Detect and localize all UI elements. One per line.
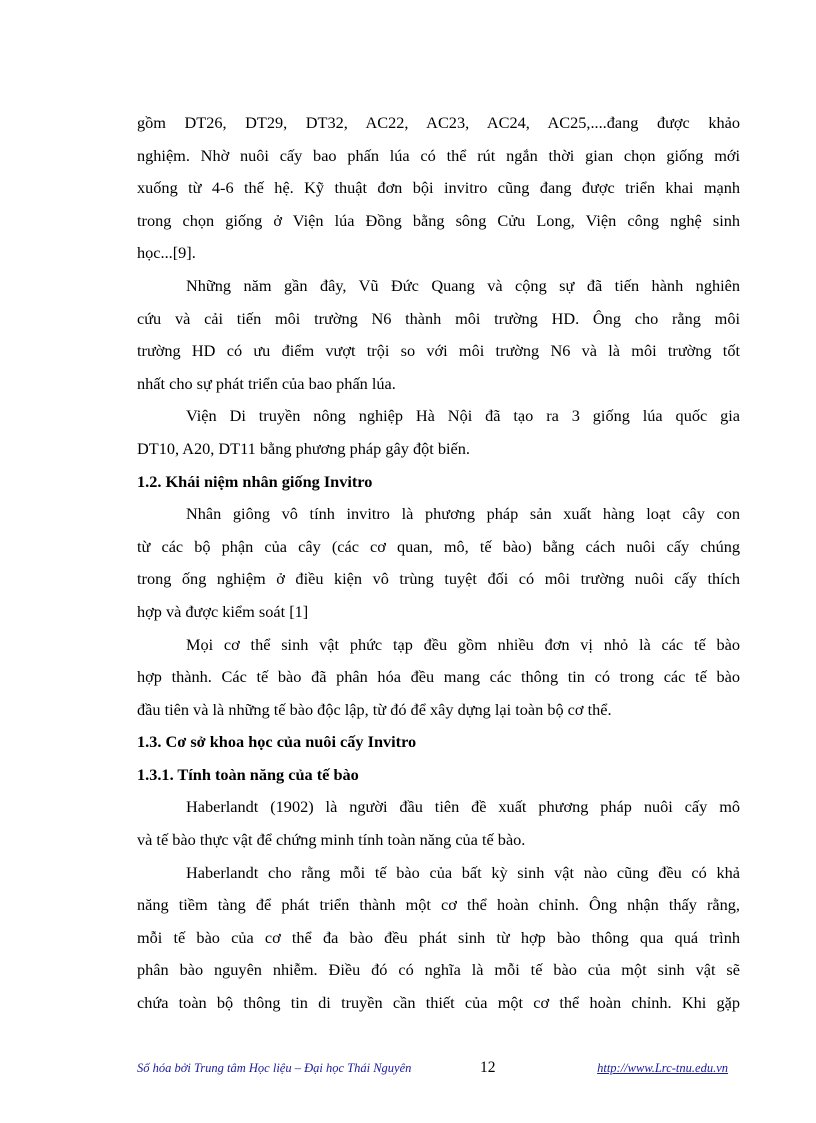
document-body [137, 107, 740, 1020]
paragraph-line: mỗi tế bào của cơ thể đa bào đều phát sinh từ hợp bào thông qua quá trình [137, 927, 740, 947]
paragraph-line: gồm DT26, DT29, DT32, AC22, AC23, AC24, AC25,....đang được khảo [137, 113, 740, 132]
paragraph-line: Mọi cơ thể sinh vật phức tạp đều gồm nhiều đơn vị nhỏ là các tế bào [186, 634, 740, 654]
page-number: 12 [480, 1059, 496, 1076]
paragraph-line: cứu và cải tiến môi trường N6 thành môi trường HD. Ông cho rằng môi [137, 308, 740, 328]
paragraph-line: từ các bộ phận của cây (các cơ quan, mô, tế bào) bằng cách nuôi cấy chúng [137, 536, 740, 556]
section-heading: 1.3. Cơ sở khoa học của nuôi cấy Invitro [137, 732, 417, 752]
paragraph-line: Haberlandt (1902) là người đầu tiên đề xuất phương pháp nuôi cấy mô [186, 797, 740, 817]
paragraph-line: học...[9]. [137, 243, 196, 263]
paragraph-line: Nhân giông vô tính invitro là phương pháp sản xuất hàng loạt cây con [186, 504, 740, 524]
paragraph-line: Những năm gần đây, Vũ Đức Quang và cộng sự đã tiến hành nghiên [186, 275, 740, 295]
paragraph-line: đầu tiên và là những tế bào độc lập, từ đó để xây dựng lại toàn bộ cơ thể. [137, 699, 612, 719]
section-heading: 1.2. Khái niệm nhân giống Invitro [137, 471, 373, 491]
paragraph-line: trường HD có ưu điểm vượt trội so với môi trường N6 và là môi trường tốt [137, 341, 740, 361]
paragraph-line: Viện Di truyền nông nghiệp Hà Nội đã tạo ra 3 giống lúa quốc gia [186, 406, 740, 426]
paragraph-line: trong chọn giống ở Viện lúa Đồng bằng sông Cửu Long, Viện công nghệ sinh [137, 210, 740, 230]
paragraph-line: hợp và được kiểm soát [1] [137, 601, 309, 621]
paragraph-line: DT10, A20, DT11 bằng phương pháp gây đột biến. [137, 438, 470, 458]
paragraph-line: phân bào nguyên nhiễm. Điều đó có nghĩa là mỗi tế bào của một sinh vật sẽ [137, 960, 740, 980]
paragraph-line: và tế bào thực vật để chứng minh tính toàn năng của tế bào. [137, 830, 526, 850]
page-footer [137, 1058, 740, 1078]
paragraph-line: Haberlandt cho rằng mỗi tế bào của bất kỳ sinh vật nào cũng đều có khả [186, 862, 740, 882]
paragraph-line: xuống từ 4-6 thế hệ. Kỹ thuật đơn bội invitro cũng đang được triển khai mạnh [137, 178, 740, 198]
paragraph-line: trong ống nghiệm ở điều kiện vô trùng tuyệt đối có môi trường nuôi cấy thích [137, 569, 740, 589]
footer-source-text: Số hóa bởi Trung tâm Học liệu – Đại học Thái Nguyên [137, 1061, 412, 1075]
paragraph-line: nhất cho sự phát triển của bao phấn lúa. [137, 373, 396, 393]
subsection-heading: 1.3.1. Tính toàn năng của tế bào [137, 764, 359, 784]
paragraph-line: chứa toàn bộ thông tin di truyền cần thiết của một cơ thể hoàn chỉnh. Khi gặp [137, 993, 740, 1013]
paragraph-line: năng tiềm tàng để phát triển thành một cơ thể hoàn chỉnh. Ông nhận thấy rằng, [137, 895, 740, 915]
paragraph-line: hợp thành. Các tế bào đã phân hóa đều mang các thông tin có trong các tế bào [137, 667, 740, 687]
footer-url-link[interactable]: http://www.Lrc-tnu.edu.vn [597, 1061, 728, 1075]
paragraph-line: nghiệm. Nhờ nuôi cấy bao phấn lúa có thể rút ngắn thời gian chọn giống mới [137, 145, 740, 165]
